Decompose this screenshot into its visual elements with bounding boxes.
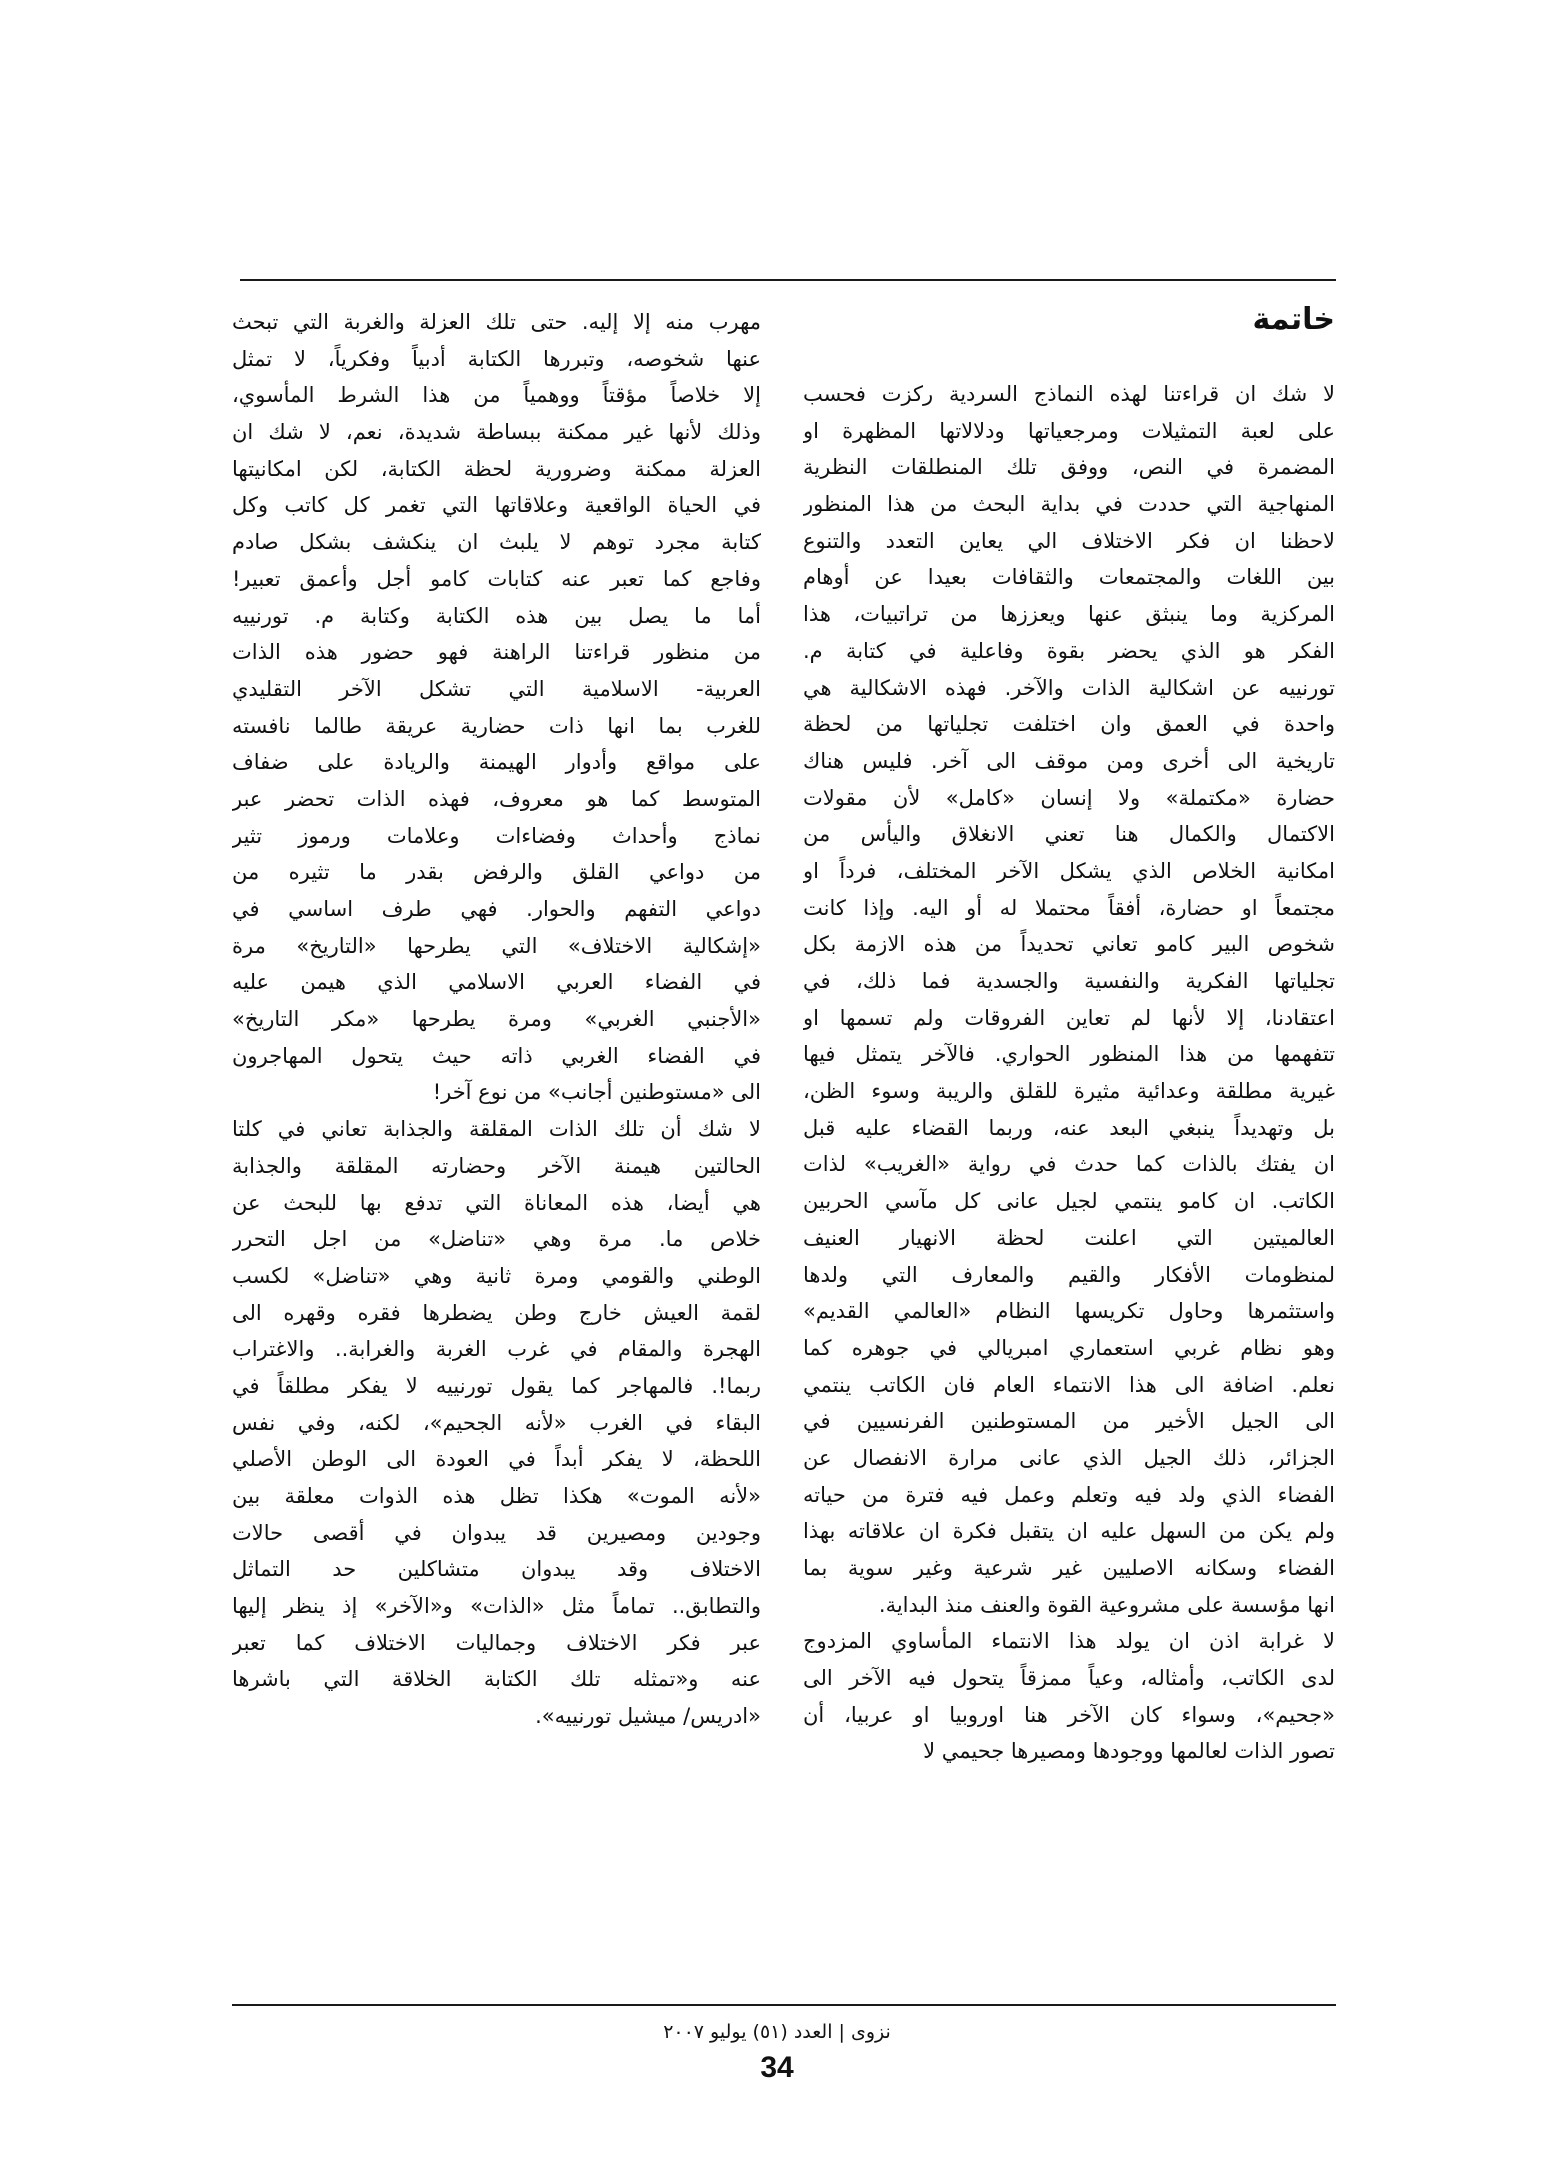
text-line: الحالتين هيمنة الآخر وحضارته المقلقة والجذابة xyxy=(232,1153,761,1178)
right-column xyxy=(803,300,1335,1770)
text-line: الجزائر، ذلك الجيل الذي عانى مرارة الانفصال عن xyxy=(803,1445,1335,1470)
text-line: تجلياتها الفكرية والنفسية والجسدية فما ذلك، في xyxy=(803,969,1335,993)
text-line: في الفضاء الغربي ذاته حيث يتحول المهاجرون xyxy=(232,1043,761,1068)
text-line: غيرية مطلقة وعدائية مثيرة للقلق والريبة وسوء الظن، xyxy=(803,1079,1335,1104)
text-line: الوطني والقومي ومرة ثانية وهي «تناضل» لكسب xyxy=(232,1263,761,1288)
text-line: دواعي التفهم والحوار. فهي طرف اساسي في xyxy=(232,897,761,921)
text-line: الاكتمال والكمال هنا تعني الانغلاق واليأس من xyxy=(803,822,1335,847)
text-line: لقمة العيش خارج وطن يضطرها فقره وقهره الى xyxy=(232,1300,761,1325)
footer-rule xyxy=(232,2004,1336,2006)
text-line: ولم يكن من السهل عليه ان يتقبل فكرة ان علاقاته بهذا xyxy=(803,1519,1335,1544)
text-line: «ادريس/ ميشيل تورنييه». xyxy=(535,1704,761,1729)
text-line: وهو نظام غربي استعماري امبريالي في جوهره كما xyxy=(803,1335,1335,1360)
text-line: لمنظومات الأفكار والقيم والمعارف التي ولدها xyxy=(803,1262,1335,1287)
text-line: الكاتب. ان كامو ينتمي لجيل عانى كل مآسي الحربين xyxy=(803,1189,1335,1214)
text-line: عنه و«تمثله تلك الكتابة الخلاقة التي باشرها xyxy=(232,1667,761,1692)
text-line: مهرب منه إلا إليه. حتى تلك العزلة والغربة التي تبحث xyxy=(232,310,761,334)
text-line: تصور الذات لعالمها ووجودها ومصيرها جحيمي لا xyxy=(923,1739,1335,1764)
text-line: مجتمعاً او حضارة، أفقاً محتملا له أو اليه. وإذا كانت xyxy=(803,895,1335,920)
left-column-body xyxy=(232,304,761,1735)
text-line: «إشكالية الاختلاف» التي يطرحها «التاريخ» مرة xyxy=(232,933,761,958)
text-line: لا شك ان قراءتنا لهذه النماذج السردية ركزت فحسب xyxy=(803,382,1335,406)
text-line: لا شك أن تلك الذات المقلقة والجذابة تعاني في كلتا xyxy=(232,1117,761,1142)
page-number: 34 xyxy=(760,2051,794,2084)
text-line: تاريخية الى أخرى ومن موقف الى آخر. فليس هناك xyxy=(803,748,1335,773)
text-line: تورنييه عن اشكالية الذات والآخر. فهذه الاشكالية هي xyxy=(803,675,1335,700)
text-line: أما ما يصل بين هذه الكتابة وكتابة م. تورنييه xyxy=(232,603,761,628)
text-line: ربما!. فالمهاجر كما يقول تورنييه لا يفكر مطلقاً في xyxy=(232,1373,761,1398)
text-line: «جحيم»، وسواء كان الآخر هنا اوروبيا او عربيا، أن xyxy=(803,1702,1335,1727)
text-line: للغرب بما انها ذات حضارية عريقة طالما نافسته xyxy=(232,713,761,738)
text-line: وذلك لأنها غير ممكنة ببساطة شديدة، نعم، لا شك ان xyxy=(232,420,761,445)
text-line: المضمرة في النص، ووفق تلك المنطلقات النظرية xyxy=(803,455,1335,480)
text-line: البقاء في الغرب «لأنه الجحيم»، لكنه، وفي نفس xyxy=(232,1410,761,1435)
text-line: من دواعي القلق والرفض بقدر ما تثيره من xyxy=(232,860,761,885)
text-line: على مواقع وأدوار الهيمنة والريادة على ضفاف xyxy=(232,750,761,775)
text-line: «لأنه الموت» هكذا تظل هذه الذوات معلقة بين xyxy=(232,1484,761,1508)
text-line: الى «مستوطنين أجانب» من نوع آخر! xyxy=(432,1080,761,1105)
text-line: والتطابق.. تماماً مثل «الذات» و«الآخر» إذ ينظر إليها xyxy=(232,1594,761,1619)
text-line: انها مؤسسة على مشروعية القوة والعنف منذ البداية. xyxy=(878,1592,1335,1617)
text-line: الهجرة والمقام في غرب الغربة والغرابة.. والاغتراب xyxy=(232,1337,761,1362)
text-line: العربية- الاسلامية التي تشكل الآخر التقليدي xyxy=(232,676,761,701)
text-line: تتفهمها من هذا المنظور الحواري. فالآخر يتمثل فيها xyxy=(803,1042,1335,1067)
text-line: حضارة «مكتملة» ولا إنسان «كامل» لأن مقولات xyxy=(803,785,1335,810)
text-line: العالميتين التي اعلنت لحظة الانهيار العنيف xyxy=(803,1225,1335,1250)
text-line: إلا خلاصاً مؤقتاً ووهمياً من هذا الشرط المأسوي، xyxy=(232,383,761,408)
text-line: في الفضاء العربي الاسلامي الذي هيمن عليه xyxy=(232,970,761,995)
text-line: عنها شخوصه، وتبررها الكتابة أدبياً وفكرياً، لا تمثل xyxy=(232,346,761,371)
text-line: لا غرابة اذن ان يولد هذا الانتماء المأساوي المزدوج xyxy=(803,1629,1335,1654)
text-line: عبر فكر الاختلاف وجماليات الاختلاف كما تعبر xyxy=(232,1630,761,1655)
text-line: ان يفتك بالذات كما حدث في رواية «الغريب» لذات xyxy=(803,1152,1335,1177)
text-line: «الأجنبي الغربي» ومرة يطرحها «مكر التاريخ» xyxy=(232,1007,761,1032)
text-line: العزلة ممكنة وضرورية لحظة الكتابة، لكن امكانيتها xyxy=(232,456,761,481)
text-line: بل وتهديداً ينبغي البعد عنه، وربما القضاء عليه قبل xyxy=(803,1115,1335,1140)
text-line: واستثمرها وحاول تكريسها النظام «العالمي القديم» xyxy=(803,1299,1335,1324)
text-line: واحدة في العمق وان اختلفت تجلياتها من لحظة xyxy=(803,712,1335,737)
text-line: كتابة مجرد توهم لا يلبث ان ينكشف بشكل صادم xyxy=(232,530,761,555)
text-line: نعلم. اضافة الى هذا الانتماء العام فان الكاتب ينتمي xyxy=(803,1372,1335,1397)
text-line: نماذج وأحداث وفضاءات وعلامات ورموز تثير xyxy=(232,823,761,848)
left-column xyxy=(232,304,761,1735)
text-line: في الحياة الواقعية وعلاقاتها التي تغمر كل كاتب وكل xyxy=(232,493,761,518)
header-rule xyxy=(240,279,1336,281)
text-line: المنهاجية التي حددت في بداية البحث من هذا المنظور xyxy=(803,492,1335,517)
text-line: بين اللغات والمجتمعات والثقافات بعيدا عن أوهام xyxy=(803,565,1335,590)
text-line: وجودين ومصيرين قد يبدوان في أقصى حالات xyxy=(232,1520,761,1545)
text-line: الاختلاف وقد يبدوان متشاكلين حد التماثل xyxy=(232,1557,761,1582)
text-line: الفكر هو الذي يحضر بقوة وفاعلية في كتابة م. xyxy=(803,638,1335,663)
text-line: اعتقادنا، إلا لأنها لم تعاين الفروقات ولم تسمها او xyxy=(803,1005,1335,1030)
section-heading: خاتمة xyxy=(1252,302,1335,337)
text-line: شخوص البير كامو تعاني تحديداً من هذه الازمة بكل xyxy=(803,932,1335,957)
text-line: على لعبة التمثيلات ومرجعياتها ودلالاتها المظهرة او xyxy=(803,418,1335,443)
text-line: المتوسط كما هو معروف، فهذه الذات تحضر عبر xyxy=(232,786,761,811)
text-line: المركزية وما ينبثق عنها ويعززها من تراتبيات، هذا xyxy=(803,602,1335,627)
text-line: هي أيضا، هذه المعاناة التي تدفع بها للبحث عن xyxy=(232,1190,761,1215)
text-line: وفاجع كما تعبر عنه كتابات كامو أجل وأعمق تعبير! xyxy=(232,566,761,591)
right-column-body xyxy=(803,376,1335,1770)
text-line: من منظور قراءتنا الراهنة فهو حضور هذه الذات xyxy=(232,640,761,665)
text-line: الفضاء وسكانه الاصليين غير شرعية وغير سوية بما xyxy=(803,1556,1335,1580)
text-line: لدى الكاتب، وأمثاله، وعياً ممزقاً يتحول فيه الآخر الى xyxy=(803,1666,1335,1691)
text-line: الفضاء الذي ولد فيه وتعلم وعمل فيه فترة من حياته xyxy=(803,1482,1335,1507)
text-line: اللحظة، لا يفكر أبداً في العودة الى الوطن الأصلي xyxy=(232,1447,761,1472)
text-line: الى الجيل الأخير من المستوطنين الفرنسيين في xyxy=(803,1409,1335,1434)
text-line: امكانية الخلاص الذي يشكل الآخر المختلف، فرداً او xyxy=(803,858,1335,883)
text-line: خلاص ما. مرة وهي «تناضل» من اجل التحرر xyxy=(232,1227,761,1252)
footer-issue-info: نزوى | العدد (٥١) يوليو ٢٠٠٧ xyxy=(663,2021,891,2043)
text-line: لاحظنا ان فكر الاختلاف الي يعاين التعدد والتنوع xyxy=(803,528,1335,553)
